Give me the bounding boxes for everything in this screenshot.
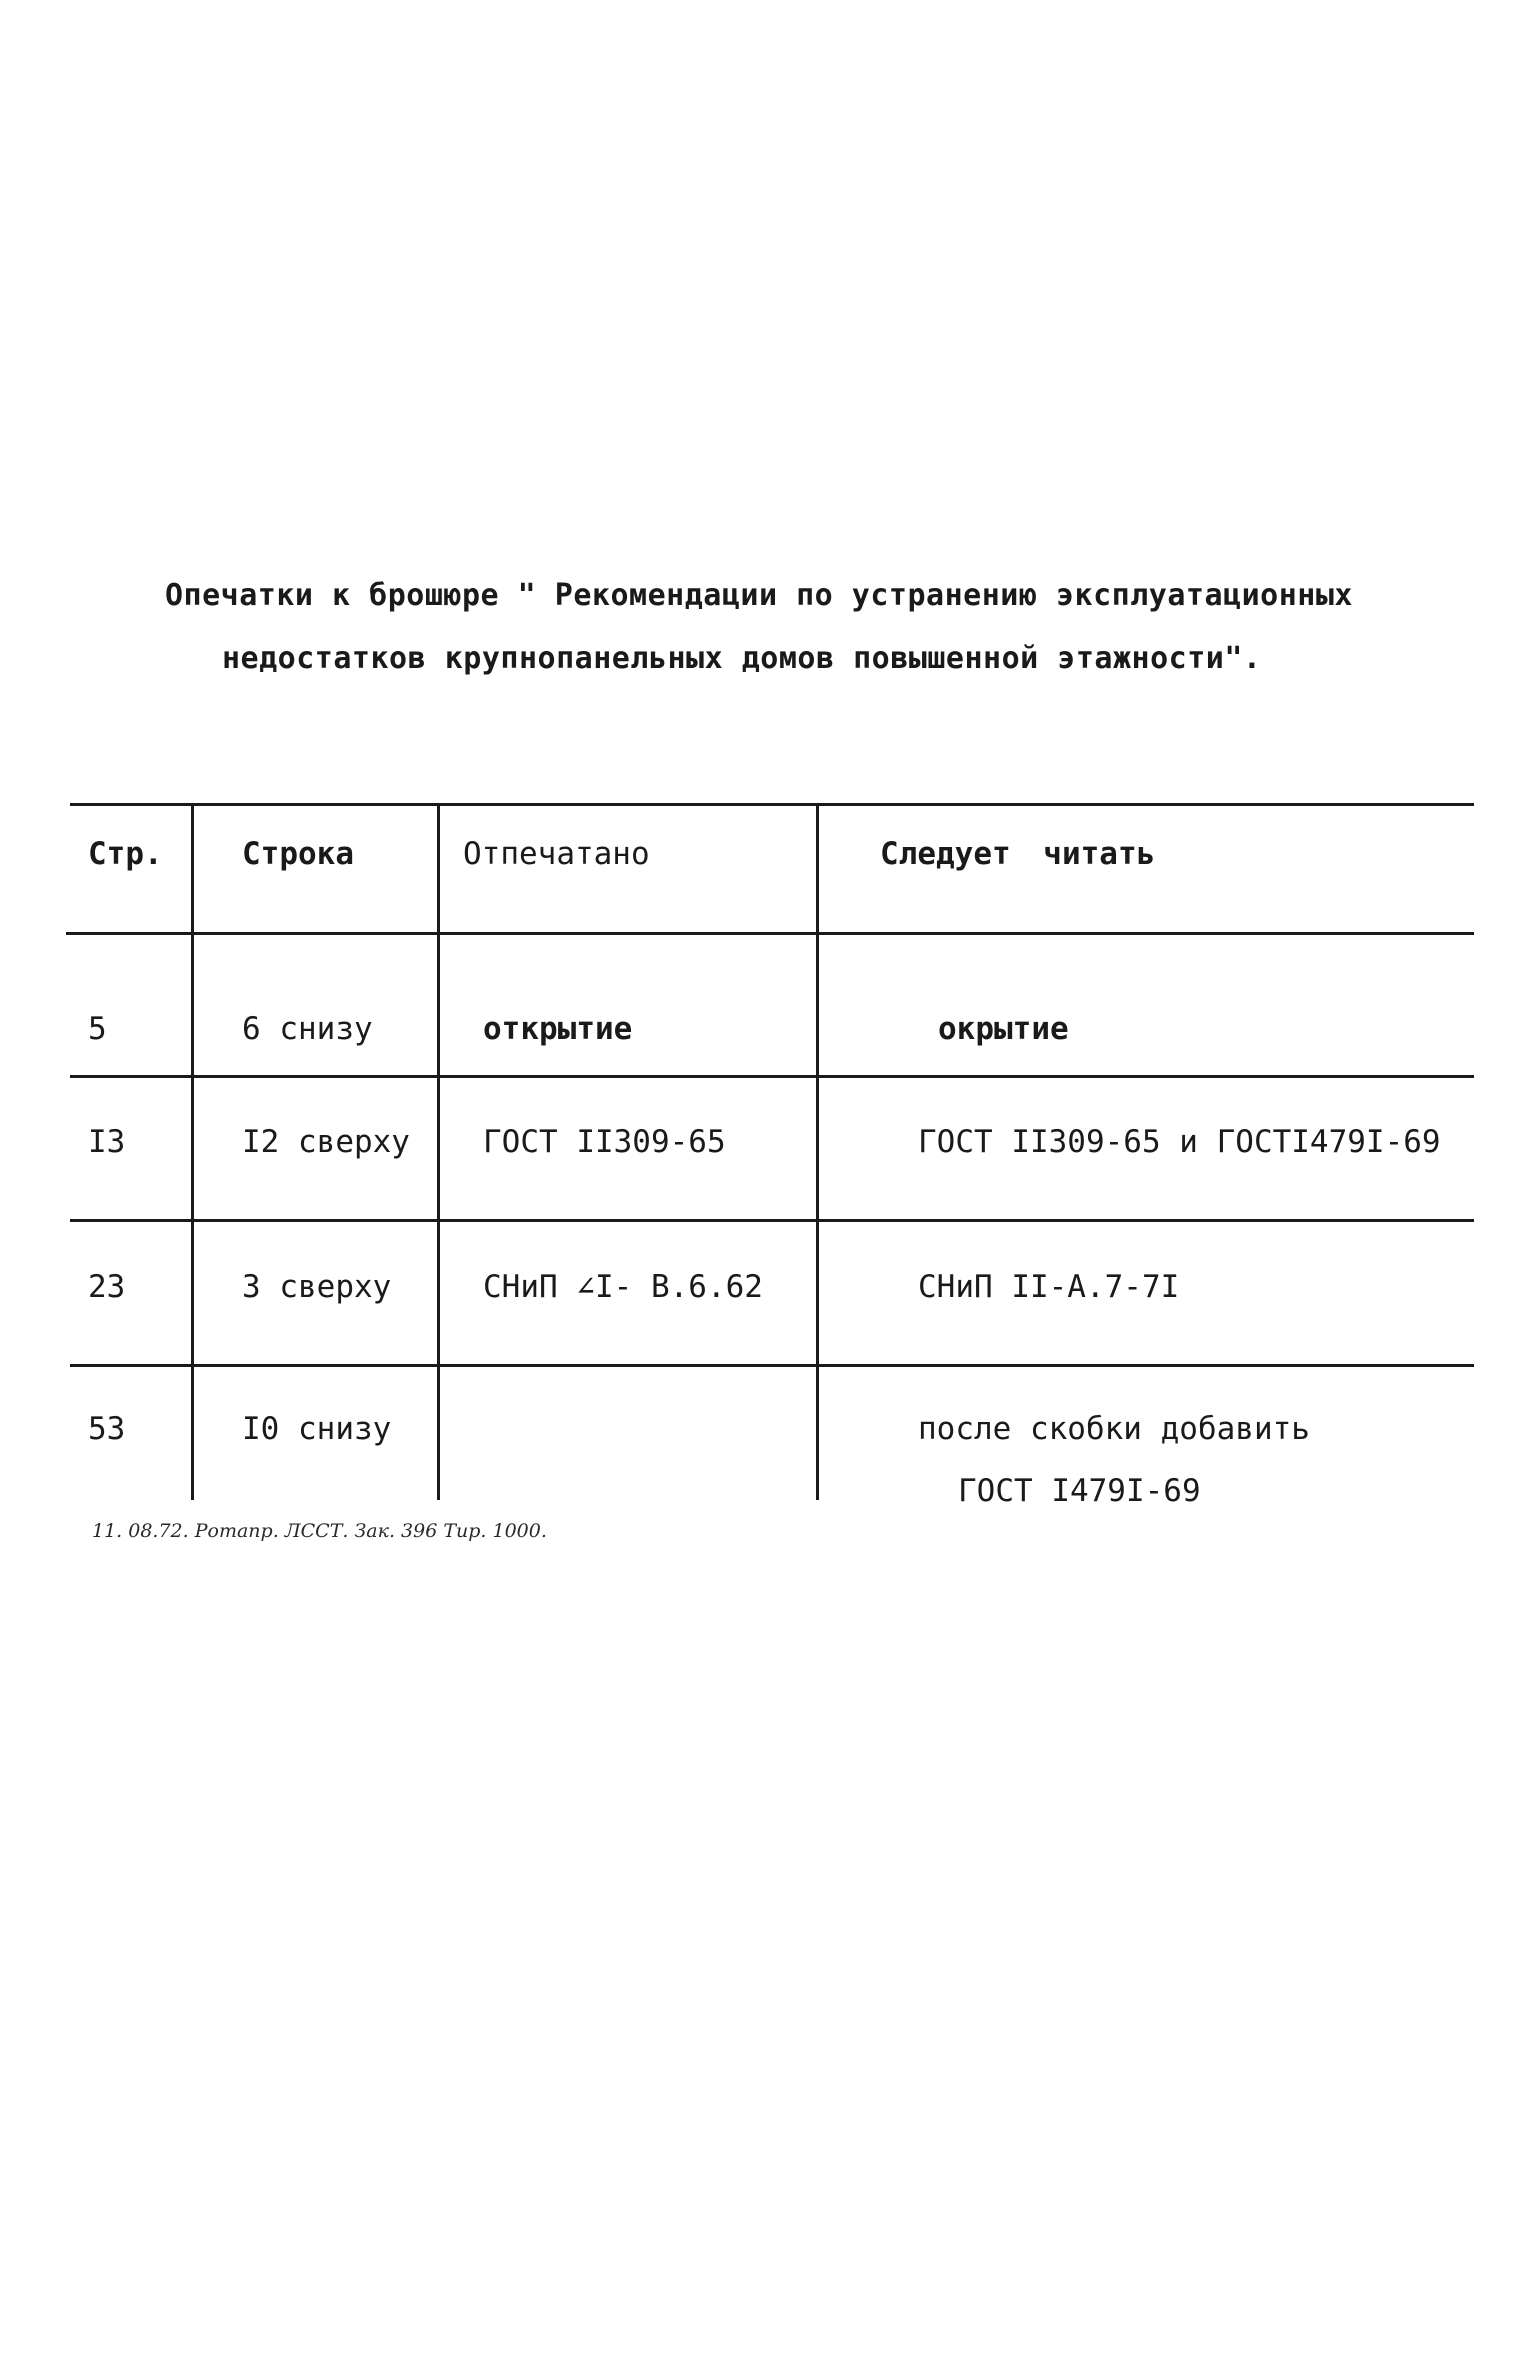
column-header-page: Стр. [88, 836, 163, 872]
cell-line: I2 сверху [242, 1124, 410, 1160]
cell-should-read: после скобки добавить [918, 1411, 1310, 1447]
cell-line: I0 снизу [242, 1411, 392, 1447]
column-header-line: Строка [242, 836, 354, 872]
cell-should-read-continued: ГОСТ I479I-69 [958, 1473, 1201, 1509]
cell-printed: открытие [483, 1011, 633, 1047]
errata-heading-line-1: Опечатки к брошюре " Рекомендации по устранению эксплуатационных [165, 578, 1353, 613]
print-imprint: 11. 08.72. Ротапр. ЛССТ. Зак. 396 Тир. 1000. [92, 1520, 547, 1542]
cell-line: 3 сверху [242, 1269, 392, 1305]
table-header-rule [66, 932, 1474, 935]
cell-should-read: окрытие [938, 1011, 1069, 1047]
table-column-rule [437, 803, 440, 1500]
table-column-rule [816, 803, 819, 1500]
table-row-rule [70, 1364, 1474, 1367]
table-top-rule [70, 803, 1474, 806]
cell-line: 6 снизу [242, 1011, 373, 1047]
column-header-should-read: Следует читать [880, 836, 1156, 872]
cell-page: 53 [88, 1411, 126, 1447]
column-header-printed: Отпечатано [463, 836, 650, 872]
cell-should-read: ГОСТ II309-65 и ГОСТI479I-69 [918, 1124, 1441, 1160]
cell-page: I3 [88, 1124, 126, 1160]
cell-printed: ГОСТ II309-65 [483, 1124, 726, 1160]
table-row-rule [70, 1219, 1474, 1222]
cell-printed: СНиП ∠I- В.6.62 [483, 1269, 763, 1305]
cell-page: 23 [88, 1269, 126, 1305]
errata-heading-line-2: недостатков крупнопанельных домов повышенной этажности". [222, 641, 1262, 676]
cell-should-read: СНиП II-А.7-7I [918, 1269, 1180, 1305]
table-column-rule [191, 803, 194, 1500]
cell-page: 5 [88, 1011, 107, 1047]
table-row-rule [70, 1075, 1474, 1078]
